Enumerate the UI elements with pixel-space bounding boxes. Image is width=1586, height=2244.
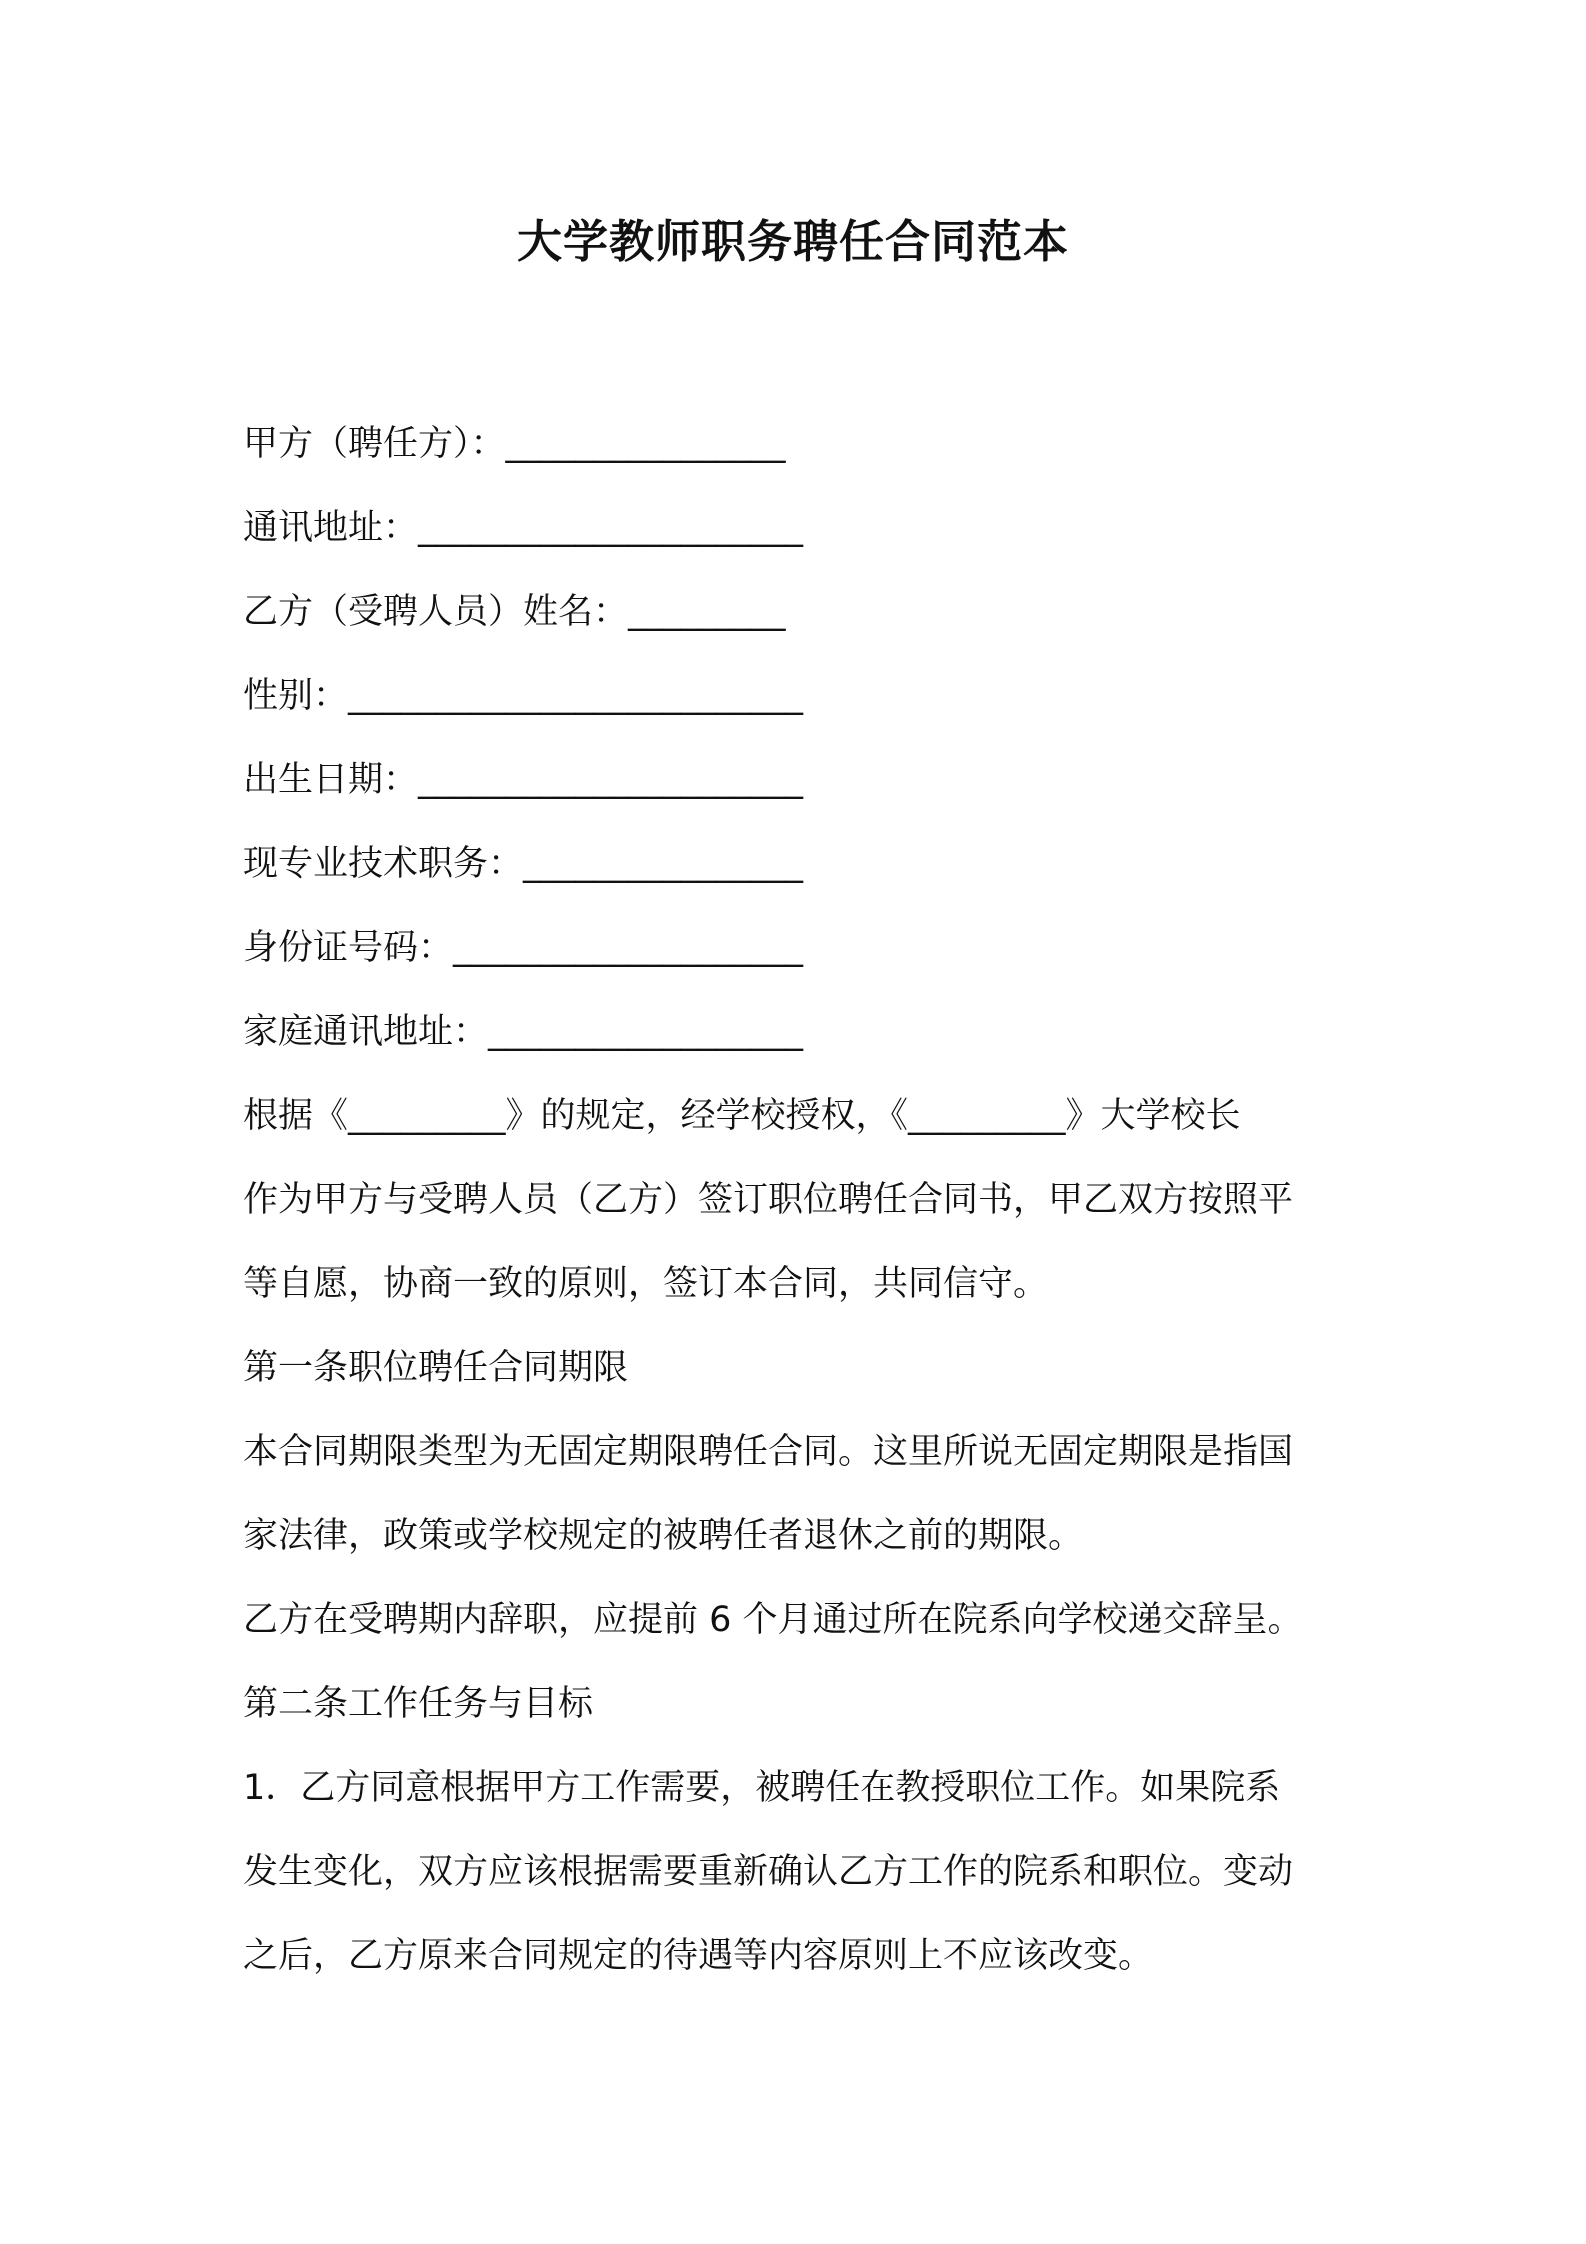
party-a-line: 甲方（聘任方）：________________	[243, 424, 786, 464]
paragraph-line: 作为甲方与受聘人员（乙方）签订职位聘任合同书，甲乙双方按照平	[243, 1180, 1294, 1220]
paragraph-line: 1．乙方同意根据甲方工作需要，被聘任在教授职位工作。如果院系	[243, 1768, 1281, 1808]
paragraph-line: 根据《_________》的规定，经学校授权，《_________》大学校长	[243, 1096, 1241, 1136]
home-address-line: 家庭通讯地址：__________________	[243, 1012, 804, 1052]
party-b-name-line: 乙方（受聘人员）姓名：_________	[243, 592, 786, 632]
gender-line: 性别：__________________________	[243, 676, 804, 716]
mailing-address-line: 通讯地址：______________________	[243, 508, 804, 548]
paragraph-line: 本合同期限类型为无固定期限聘任合同。这里所说无固定期限是指国	[243, 1432, 1294, 1472]
paragraph-line: 家法律，政策或学校规定的被聘任者退休之前的期限。	[243, 1516, 1084, 1556]
birth-date-line: 出生日期：______________________	[243, 760, 804, 800]
document-body	[243, 402, 1353, 1998]
paragraph-line: 之后，乙方原来合同规定的待遇等内容原则上不应该改变。	[243, 1936, 1154, 1976]
article-heading: 第二条工作任务与目标	[243, 1684, 594, 1724]
paragraph-line: 发生变化，双方应该根据需要重新确认乙方工作的院系和职位。变动	[243, 1852, 1294, 1892]
paragraph-line: 等自愿，协商一致的原则，签订本合同，共同信守。	[243, 1264, 1049, 1304]
id-number-line: 身份证号码：____________________	[243, 928, 804, 968]
current-title-line: 现专业技术职务：________________	[243, 844, 804, 884]
paragraph-line: 乙方在受聘期内辞职，应提前 6 个月通过所在院系向学校递交辞呈。	[243, 1600, 1303, 1640]
article-heading: 第一条职位聘任合同期限	[243, 1348, 629, 1388]
document-title: 大学教师职务聘任合同范本	[516, 215, 1069, 268]
